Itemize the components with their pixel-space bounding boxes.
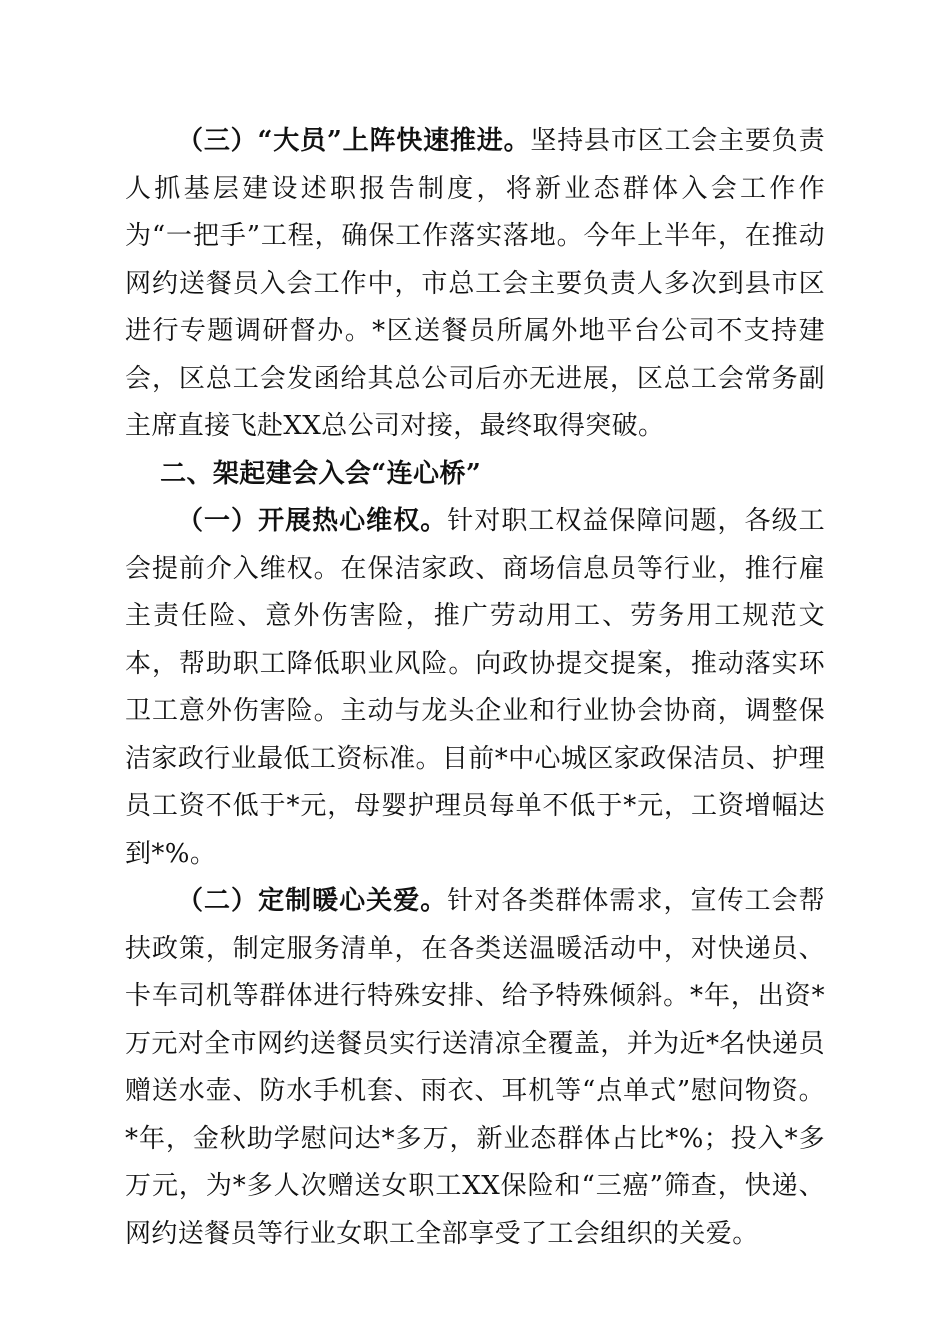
paragraph-text: 针对各类群体需求，宣传工会帮扶政策，制定服务清单，在各类送温暖活动中，对快递员、卡车司机等群体进行特殊安排、给予特殊倾斜。*年，出资*万元对全市网约送餐员实行送清凉全覆盖，并为近*名快递员赠送水壶、防水手机套、雨衣、耳机等“点单式”慰问物资。*年，金秋助学慰问达*多万，新业态群体占比*%；投入*多万元，为*多人次赠送女职工XX保险和“三癌”筛查，快递、网约送餐员等行业女职工全部享受了工会组织的关爱。 bbox=[125, 886, 825, 1249]
paragraph-lead: （一）开展热心维权。 bbox=[177, 506, 448, 536]
paragraph-lead: （三）“大员”上阵快速推进。 bbox=[177, 126, 531, 156]
paragraph-subsection-2 bbox=[125, 878, 825, 1258]
paragraph-lead: （二）定制暖心关爱。 bbox=[177, 886, 448, 916]
document-body bbox=[125, 118, 825, 1258]
paragraph-section-3 bbox=[125, 118, 825, 451]
paragraph-text: 针对职工权益保障问题，各级工会提前介入维权。在保洁家政、商场信息员等行业，推行雇主责任险、意外伤害险，推广劳动用工、劳务用工规范文本，帮助职工降低职业风险。向政协提交提案，推动落实环卫工意外伤害险。主动与龙头企业和行业协会协商，调整保洁家政行业最低工资标准。目前*中心城区家政保洁员、护理员工资不低于*元，母婴护理员每单不低于*元，工资增幅达到*%。 bbox=[125, 506, 825, 869]
paragraph-subsection-1 bbox=[125, 498, 825, 878]
section-heading: 二、架起建会入会“连心桥” bbox=[160, 458, 482, 489]
paragraph-text: 坚持县市区工会主要负责人抓基层建设述职报告制度，将新业态群体入会工作作为“一把手”工程，确保工作落实落地。今年上半年，在推动网约送餐员入会工作中，市总工会主要负责人多次到县市区进行专题调研督办。*区送餐员所属外地平台公司不支持建会，区总工会发函给其总公司后亦无进展，区总工会常务副主席直接飞赴XX总公司对接，最终取得突破。 bbox=[125, 126, 825, 441]
